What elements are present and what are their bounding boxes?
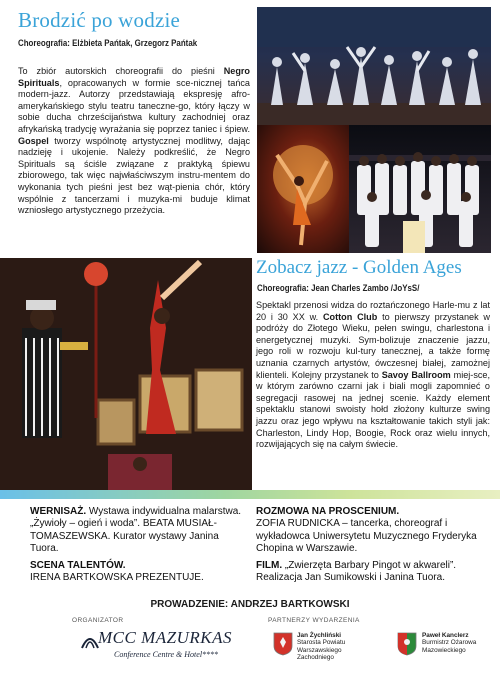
- wernisaz-heading: WERNISAŻ.: [30, 506, 87, 517]
- section2-body: [256, 300, 490, 451]
- bold-phrase: Gospel: [18, 135, 49, 146]
- mcc-mazurkas-logo: [80, 626, 240, 666]
- scena-heading: SCENA TALENTÓW.: [30, 560, 126, 571]
- bold-phrase: Cotton Club: [322, 311, 378, 322]
- partner1-name: Jan Żychliński: [297, 632, 342, 639]
- body-text-segment: , opracowanych w formie sce-nicznej tańca modern-jazz. Autorzy przedstawiają ekspresję afro-amerykańskiego stylu teatru taneczne-go, który łączy w sobie ducha chrześcijaństwa kultury zachodniej oraz afrykańską tradycję wyrażania się poprzez taniec i śpiew.: [18, 77, 250, 134]
- body-text-segment: To zbiór autorskich choreografii do pieśni: [18, 66, 224, 76]
- scena-block: [30, 560, 245, 585]
- partner2-text: [422, 632, 500, 654]
- partner2-name: Paweł Kanclerz: [422, 632, 469, 639]
- rozmowa-block: [256, 506, 491, 555]
- wernisaz-block: [30, 506, 245, 555]
- body-text-segment: tworzy wspólnotę artystycznej modlitwy, dając nadzieję i ukojenie. Należy podkreślić, że Negro Spirituals są ściśle związane z praktyką śpiewu zbiorowego, tak więc najwłaściwszym instru-mentem do wykonania tych pieśni jest bez wąt-pienia chór, który wspólnie z tancerzami i muzyka-mi buduje klimat wzniosłego artystycznego przeżycia.: [18, 135, 250, 216]
- body-text-segment: Spektakl przenosi widza do roztańczonego Harle-mu z lat 20 i 30 XX w.: [256, 300, 490, 322]
- section2-title: Zobacz jazz - Golden Ages: [256, 257, 462, 278]
- photo-jazz-performers: [0, 258, 252, 490]
- scena-text: IRENA BARTKOWSKA PREZENTUJE.: [30, 572, 204, 584]
- section2-choreography: Choreografia: Jean Charles Zambo /JoYsS/: [257, 283, 420, 293]
- partner2-title: Burmistrz Ożarowa Mazowieckiego: [422, 639, 477, 654]
- wernisaz-text: Wystawa indywidualna malarstwa. „Żywioły – ogień i woda”. BEATA MUSIAŁ-TOMASZEWSKA. Kurator wystawy Janina Tuora.: [30, 506, 242, 554]
- body-text-segment: miej-sce, w którym zarówno czarni jak i biali mogli zapomnieć o segregacji rasowej na jednej scenie. Każdy element spektaklu stanowi swoisty hołd złożony kulturze swing jazzu oraz jego wpływu na kształtowanie takich styli jak: Charleston, Lindy Hop, Boogie, Rock oraz wielu innych, rozwijających się na całym świecie.: [256, 369, 491, 450]
- section1-choreography: Choreografia: Elżbieta Pańtak, Grzegorz Pańtak: [18, 38, 198, 48]
- photo-dancer-orange: [257, 125, 349, 253]
- film-heading: FILM.: [256, 560, 283, 571]
- partner1-title: Starosta Powiatu Warszawskiego Zachodniego: [297, 639, 346, 662]
- rozmowa-text: ZOFIA RUDNICKA – tancerka, choreograf i wykładowca Uniwersytetu Muzycznego Fryderyka Chopina w Warszawie.: [256, 518, 477, 554]
- partner1-text: [297, 632, 377, 662]
- rozmowa-heading: ROZMOWA NA PROSCENIUM.: [256, 506, 400, 517]
- section1-title: Brodzić po wodzie: [18, 8, 181, 32]
- body-text-segment: to pierwszy przystanek w podróży do Złotego Wieku, pełen swingu, charlestona i energetycznej muzyki. Sym-bolizuje znaczenie jazzu, jego roli w rozwoju kul-tury tanecznej, a także formę uznania czarnych artystów, ówczesnej białej, zamożnej klienteli. Kolejny przystanek to: [256, 311, 490, 380]
- gradient-divider: [0, 490, 500, 499]
- prowadzenie-line: [0, 599, 500, 610]
- photo-choir: [349, 125, 491, 253]
- partners-label: PARTNERZY WYDARZENIA: [268, 617, 360, 624]
- film-text: „Zwierzęta Barbary Pingot w akwareli”. Realizacja Jan Sumikowski i Janina Tuora.: [256, 560, 457, 584]
- section1-body: [18, 66, 250, 217]
- prowadzenie-heading: PROWADZENIE:: [150, 599, 229, 610]
- mcc-emblem-icon: [80, 628, 100, 650]
- crest-icon: [397, 632, 417, 656]
- photo-dance-ensemble: [257, 7, 491, 125]
- bold-phrase: Negro Spirituals: [18, 66, 250, 88]
- crest-icon: [273, 632, 293, 656]
- mcc-subtitle: Conference Centre & Hotel****: [114, 650, 219, 659]
- mcc-name: MCC MAZURKAS: [98, 628, 232, 647]
- organizer-label: ORGANIZATOR: [72, 617, 124, 624]
- bold-phrase: Savoy Ballroom: [381, 369, 451, 380]
- film-block: [256, 560, 491, 585]
- prowadzenie-text: ANDRZEJ BARTKOWSKI: [228, 599, 350, 610]
